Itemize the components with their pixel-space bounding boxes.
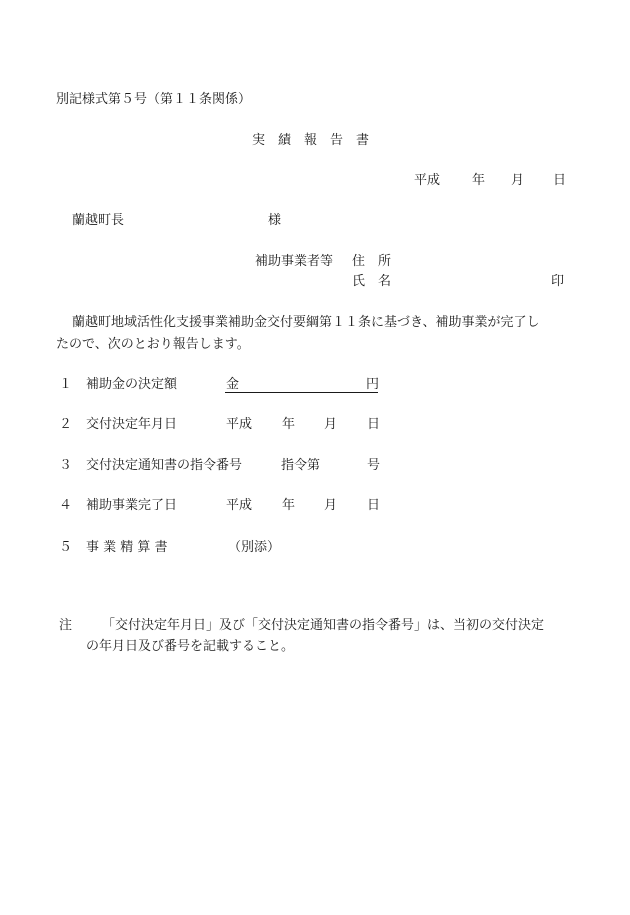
note-line-1: 「交付決定年月日」及び「交付決定通知書の指令番号」は、当初の交付決定 — [102, 618, 545, 633]
addressee-name: 蘭越町長 — [72, 213, 125, 228]
item-number: ５ — [59, 540, 73, 555]
amount-underline — [225, 377, 378, 393]
applicant-address-label: 住 所 — [352, 254, 392, 269]
document-title: 実 績 報 告 書 — [252, 133, 370, 148]
directive-prefix: 指令第 — [281, 458, 321, 473]
date-day-unit: 日 — [367, 498, 381, 513]
item-label: 補助金の決定額 — [86, 377, 178, 392]
seal-mark: 印 — [551, 274, 565, 289]
item-number: １ — [59, 377, 73, 392]
item-number: ３ — [59, 458, 73, 473]
item-label: 補助事業完了日 — [86, 498, 178, 513]
date-month-unit: 月 — [324, 417, 338, 432]
note-label: 注 — [59, 618, 73, 633]
body-line-2: たので、次のとおり報告します。 — [56, 337, 250, 352]
amount-suffix: 円 — [366, 377, 380, 392]
amount-prefix: 金 — [226, 377, 240, 392]
item-label: 交付決定通知書の指令番号 — [86, 458, 243, 473]
date-era: 平成 — [414, 173, 441, 188]
applicant-label: 補助事業者等 — [255, 254, 334, 269]
addressee-honorific: 様 — [268, 213, 282, 228]
date-year-unit: 年 — [472, 173, 486, 188]
date-day-unit: 日 — [553, 173, 567, 188]
applicant-name-label: 氏 名 — [352, 274, 392, 289]
item-number: ２ — [59, 417, 73, 432]
form-label: 別記様式第５号（第１１条関係） — [56, 92, 252, 107]
directive-suffix: 号 — [367, 458, 381, 473]
attachment-note: （別添） — [228, 540, 281, 555]
date-era: 平成 — [226, 417, 253, 432]
body-line-1: 蘭越町地域活性化支援事業補助金交付要綱第１１条に基づき、補助事業が完了し — [72, 315, 540, 330]
date-year-unit: 年 — [282, 498, 296, 513]
note-line-2: の年月日及び番号を記載すること。 — [86, 639, 295, 654]
date-year-unit: 年 — [282, 417, 296, 432]
date-day-unit: 日 — [367, 417, 381, 432]
date-month-unit: 月 — [324, 498, 338, 513]
item-label: 事 業 精 算 書 — [86, 540, 168, 555]
item-number: ４ — [59, 498, 73, 513]
date-month-unit: 月 — [511, 173, 525, 188]
item-label: 交付決定年月日 — [86, 417, 178, 432]
date-era: 平成 — [226, 498, 253, 513]
